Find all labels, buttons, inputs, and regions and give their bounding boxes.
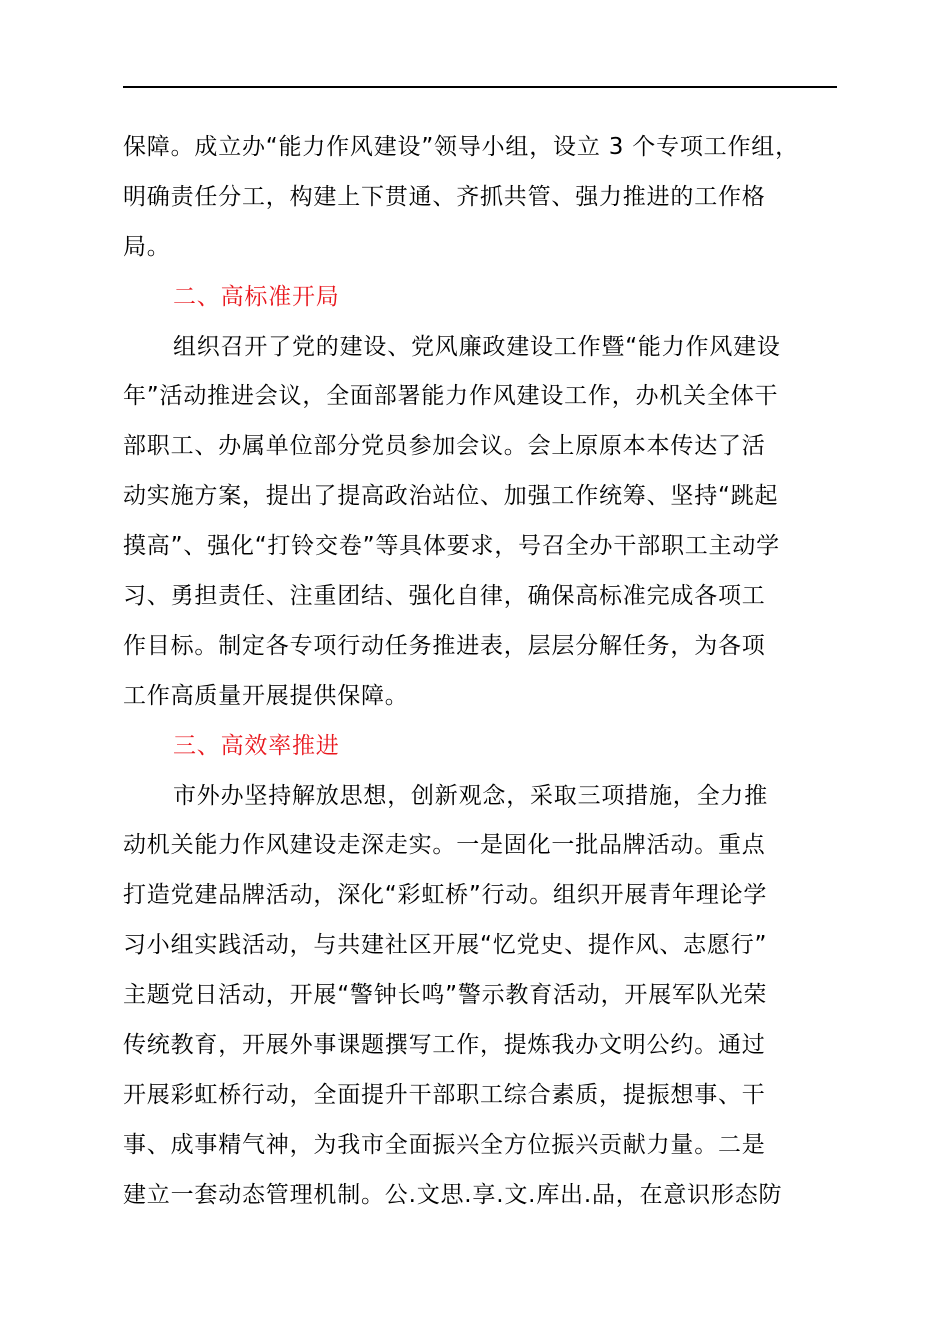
text-line: 作目标。制定各专项行动任务推进表，层层分解任务，为各项 [123,632,766,659]
text-line: 建立一套动态管理机制。公.文思.享.文.库出.品，在意识形态防 [123,1181,783,1208]
text-line: 部职工、办属单位部分党员参加会议。会上原原本本传达了活 [123,433,766,460]
text-line: 明确责任分工，构建上下贯通、齐抓共管、强力推进的工作格 [123,183,766,210]
document-body [123,123,863,1221]
text-line: 事、成事精气神，为我市全面振兴全方位振兴贡献力量。二是 [123,1131,766,1158]
text-line: 保障。成立办“能力作风建设”领导小组，设立 3 个专项工作组， [123,134,799,160]
text-line: 动实施方案，提出了提高政治站位、加强工作统筹、坚持“跳起 [123,483,779,510]
text-line: 动机关能力作风建设走深走实。一是固化一批品牌活动。重点 [123,832,766,859]
header-rule [123,86,837,88]
text-line: 传统教育，开展外事课题撰写工作，提炼我办文明公约。通过 [123,1032,766,1059]
text-line: 开展彩虹桥行动，全面提升干部职工综合素质，提振想事、干 [123,1081,766,1108]
text-line: 摸高”、强化“打铃交卷”等具体要求，号召全办干部职工主动学 [123,533,780,560]
paragraph-first-line: 市外办坚持解放思想，创新观念，采取三项措施，全力推 [173,782,768,809]
paragraph-first-line: 组织召开了党的建设、党风廉政建设工作暨“能力作风建设 [173,333,781,360]
text-line: 年”活动推进会议，全面部署能力作风建设工作，办机关全体干 [123,383,779,410]
text-line: 习小组实践活动，与共建社区开展“忆党史、提作风、志愿行” [123,932,768,959]
text-line: 主题党日活动，开展“警钟长鸣”警示教育活动，开展军队光荣 [123,982,768,1009]
section-heading: 三、高效率推进 [173,732,340,759]
text-line: 习、勇担责任、注重团结、强化自律，确保高标准完成各项工 [123,583,766,610]
text-line: 打造党建品牌活动，深化“彩虹桥”行动。组织开展青年理论学 [123,882,768,909]
section-heading: 二、高标准开局 [173,283,340,310]
text-line: 局。 [123,233,171,260]
text-line: 工作高质量开展提供保障。 [123,682,409,709]
